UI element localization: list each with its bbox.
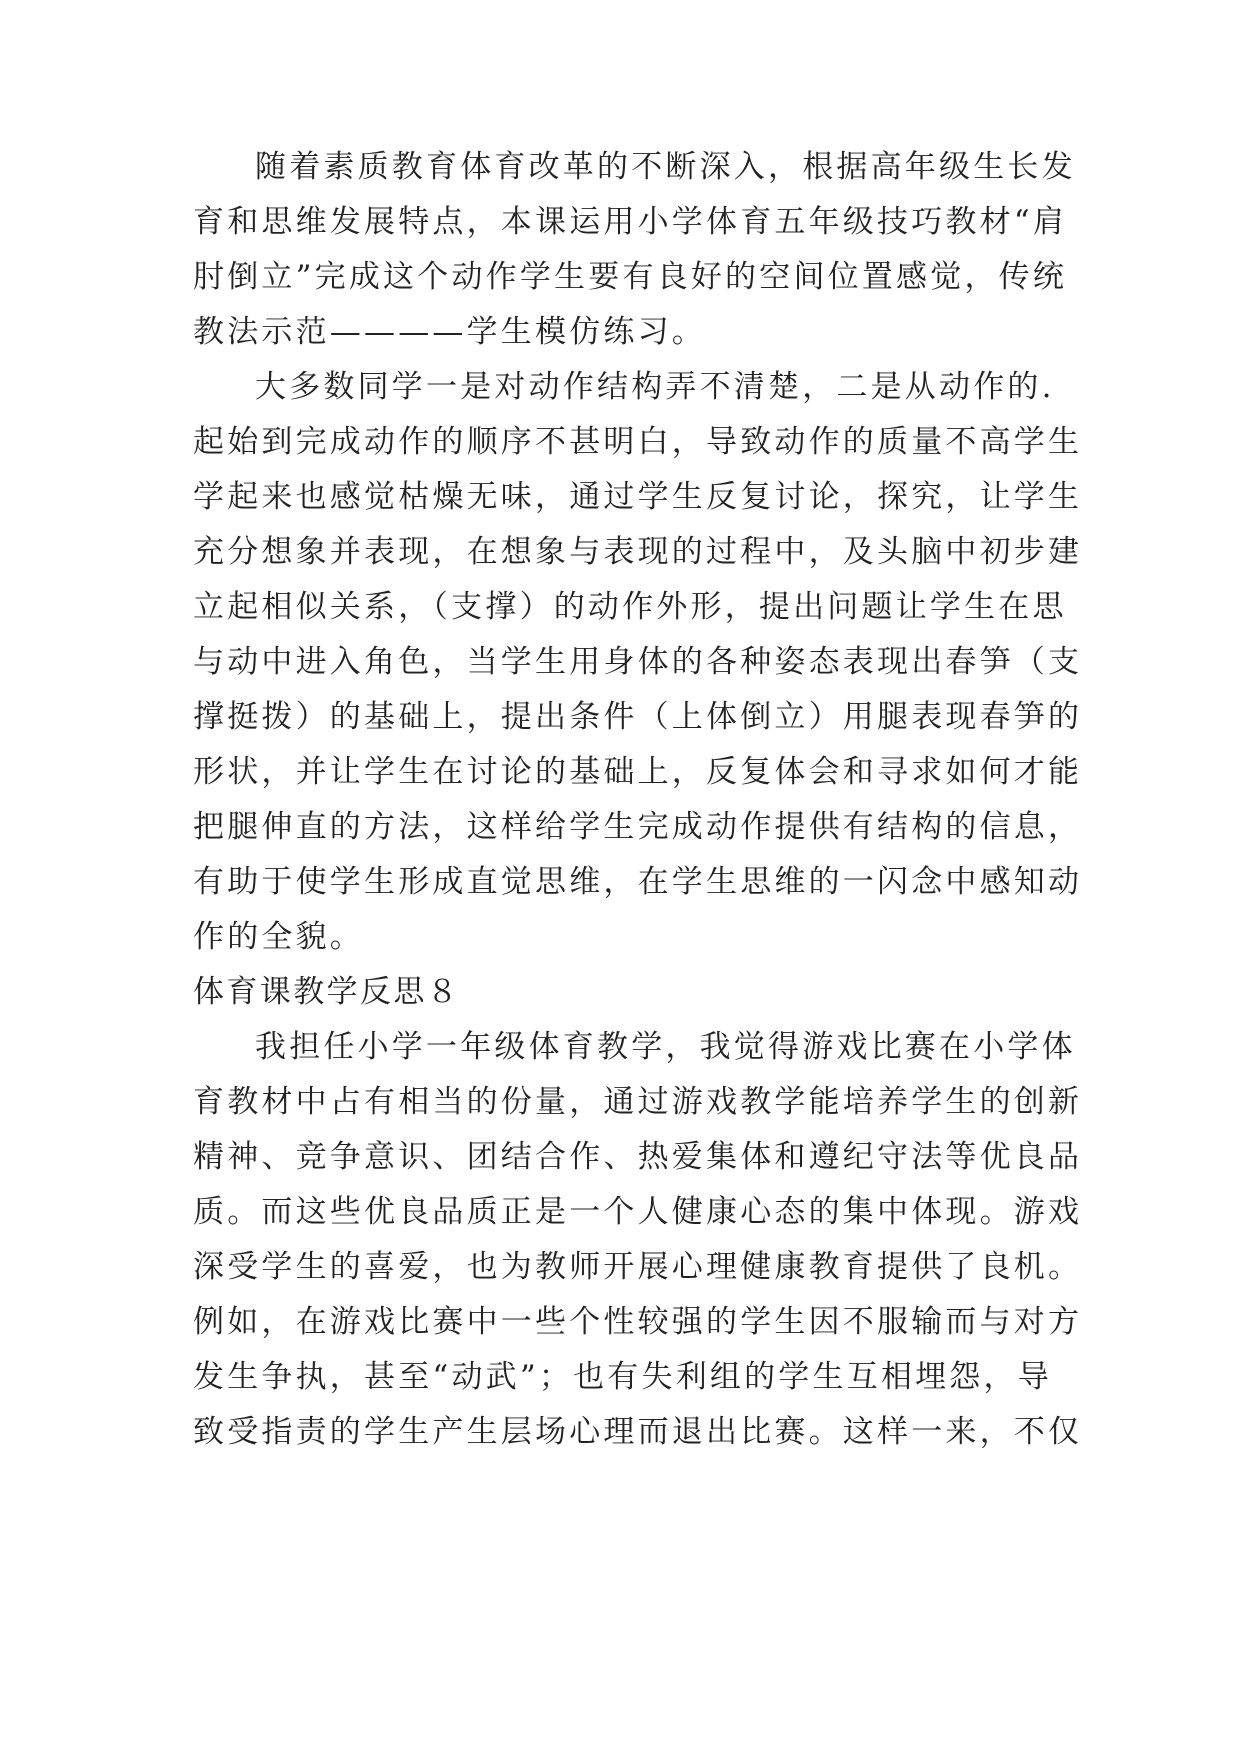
text-line: 把腿伸直的方法，这样给学生完成动作提供有结构的信息， (193, 809, 1083, 845)
text-line: 质。而这些优良品质正是一个人健康心态的集中体现。游戏 (193, 1194, 1083, 1230)
text-line: 学起来也感觉枯燥无味，通过学生反复讨论，探究，让学生 (193, 479, 1083, 515)
text-line: 精神、竞争意识、团结合作、热爱集体和遵纪守法等优良品 (193, 1139, 1083, 1175)
text-line: 致受指责的学生产生层场心理而退出比赛。这样一来，不仅 (193, 1414, 1083, 1450)
text-line: 肘倒立”完成这个动作学生要有良好的空间位置感觉，传统 (193, 259, 1068, 295)
text-line: 随着素质教育体育改革的不断深入，根据高年级生长发 (255, 149, 1076, 185)
text-line: 深受学生的喜爱，也为教师开展心理健康教育提供了良机。 (193, 1249, 1083, 1285)
text-line: 我担任小学一年级体育教学，我觉得游戏比赛在小学体 (255, 1029, 1076, 1065)
text-line: 育教材中占有相当的份量，通过游戏教学能培养学生的创新 (193, 1084, 1083, 1120)
text-line: 作的全貌。 (193, 919, 364, 955)
text-line: 形状，并让学生在讨论的基础上，反复体会和寻求如何才能 (193, 754, 1083, 790)
text-line: 例如，在游戏比赛中一些个性较强的学生因不服输而与对方 (193, 1304, 1083, 1340)
text-line: 有助于使学生形成直觉思维，在学生思维的一闪念中感知动 (193, 864, 1083, 900)
text-line: 大多数同学一是对动作结构弄不清楚，二是从动作的. (255, 369, 1055, 405)
text-line: 教法示范————学生模仿练习。 (193, 314, 706, 350)
text-line: 充分想象并表现，在想象与表现的过程中，及头脑中初步建 (193, 534, 1083, 570)
section-heading: 体育课教学反思８ (193, 974, 461, 1010)
text-line: 与动中进入角色，当学生用身体的各种姿态表现出春笋（支 (193, 644, 1083, 680)
text-line: 起始到完成动作的顺序不甚明白，导致动作的质量不高学生 (193, 424, 1083, 460)
text-line: 发生争执，甚至“动武”；也有失利组的学生互相埋怨，导 (193, 1359, 1052, 1395)
text-line: 撑挺拨）的基础上，提出条件（上体倒立）用腿表现春笋的 (193, 699, 1083, 735)
text-line: 育和思维发展特点，本课运用小学体育五年级技巧教材“肩 (193, 204, 1068, 240)
text-line: 立起相似关系，（支撑）的动作外形，提出问题让学生在思 (193, 589, 1067, 625)
